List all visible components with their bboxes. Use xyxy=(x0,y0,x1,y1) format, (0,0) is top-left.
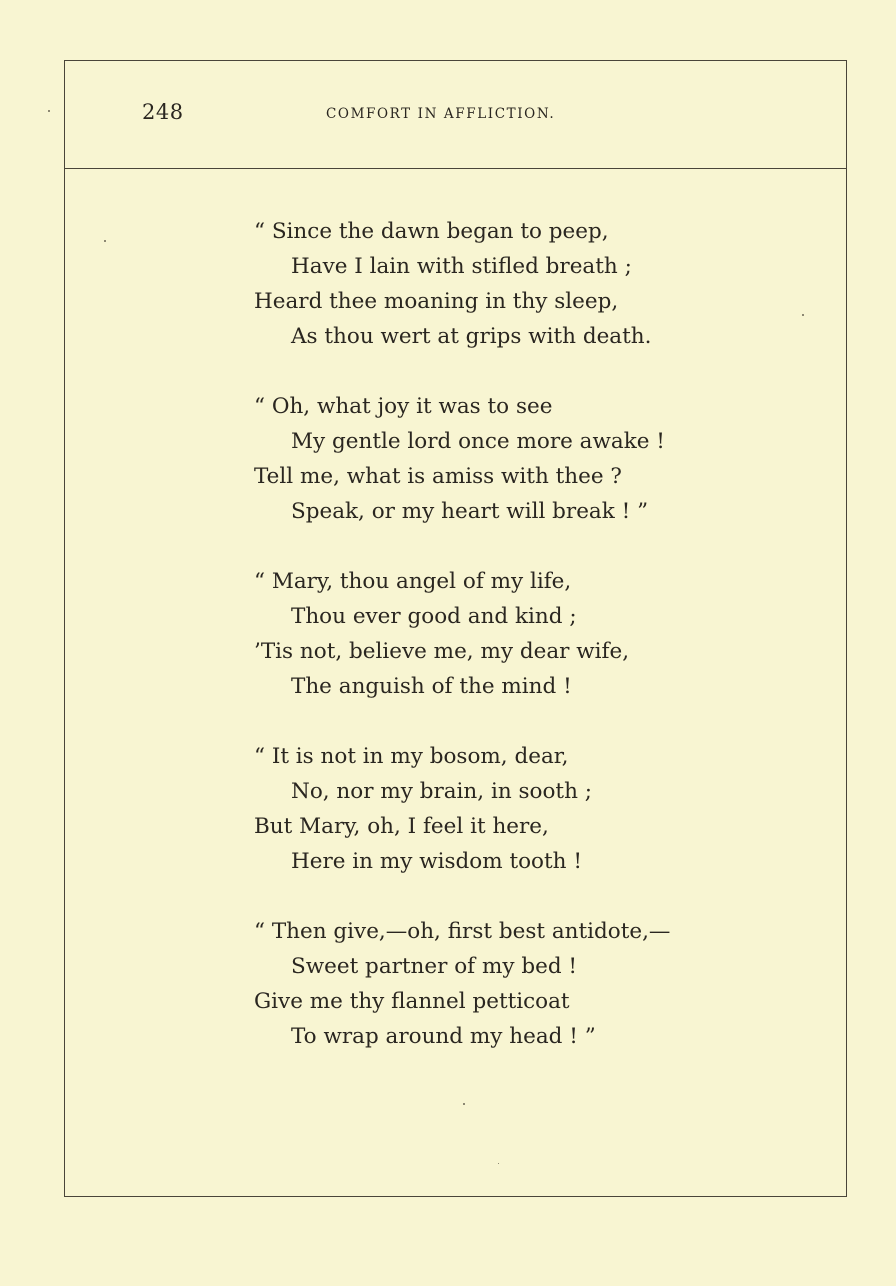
poem-line: Heard thee moaning in thy sleep, xyxy=(254,289,619,314)
running-head: COMFORT IN AFFLICTION. xyxy=(326,106,556,122)
poem-line: Tell me, what is amiss with thee ? xyxy=(254,464,622,489)
poem-line: My gentle lord once more awake ! xyxy=(291,429,665,454)
poem-line: But Mary, oh, I feel it here, xyxy=(254,814,549,839)
stanza-3 xyxy=(254,564,814,704)
poem-line: To wrap around my head ! ” xyxy=(291,1024,596,1049)
poem-line: Sweet partner of my bed ! xyxy=(291,954,578,979)
poem-line: “ Since the dawn began to peep, xyxy=(254,219,609,244)
poem-line: Speak, or my heart will break ! ” xyxy=(291,499,649,524)
poem-line: Have I lain with stifled breath ; xyxy=(291,254,632,279)
poem-line: ’Tis not, believe me, my dear wife, xyxy=(254,639,630,664)
page-number: 248 xyxy=(142,100,184,124)
poem-line: As thou wert at grips with death. xyxy=(291,324,652,349)
poem-line: The anguish of the mind ! xyxy=(291,674,572,699)
scan-speck xyxy=(802,314,804,316)
scan-speck xyxy=(104,240,106,242)
poem-line: Thou ever good and kind ; xyxy=(291,604,577,629)
poem-line: No, nor my brain, in sooth ; xyxy=(291,779,592,804)
poem-line: “ Then give,—oh, first best antidote,— xyxy=(254,919,671,944)
scan-speck xyxy=(48,110,50,112)
poem-line: “ Oh, what joy it was to see xyxy=(254,394,553,419)
poem-line: Give me thy flannel petticoat xyxy=(254,989,570,1014)
stanza-5 xyxy=(254,914,814,1054)
stanza-2 xyxy=(254,389,814,529)
header-rule xyxy=(64,168,847,169)
stanza-1 xyxy=(254,214,814,354)
scan-speck xyxy=(463,1103,465,1105)
poem-line: Here in my wisdom tooth ! xyxy=(291,849,582,874)
stanza-4 xyxy=(254,739,814,879)
poem-line: “ It is not in my bosom, dear, xyxy=(254,744,569,769)
scan-speck xyxy=(498,1163,499,1164)
poem xyxy=(254,214,814,1089)
poem-line: “ Mary, thou angel of my life, xyxy=(254,569,572,594)
